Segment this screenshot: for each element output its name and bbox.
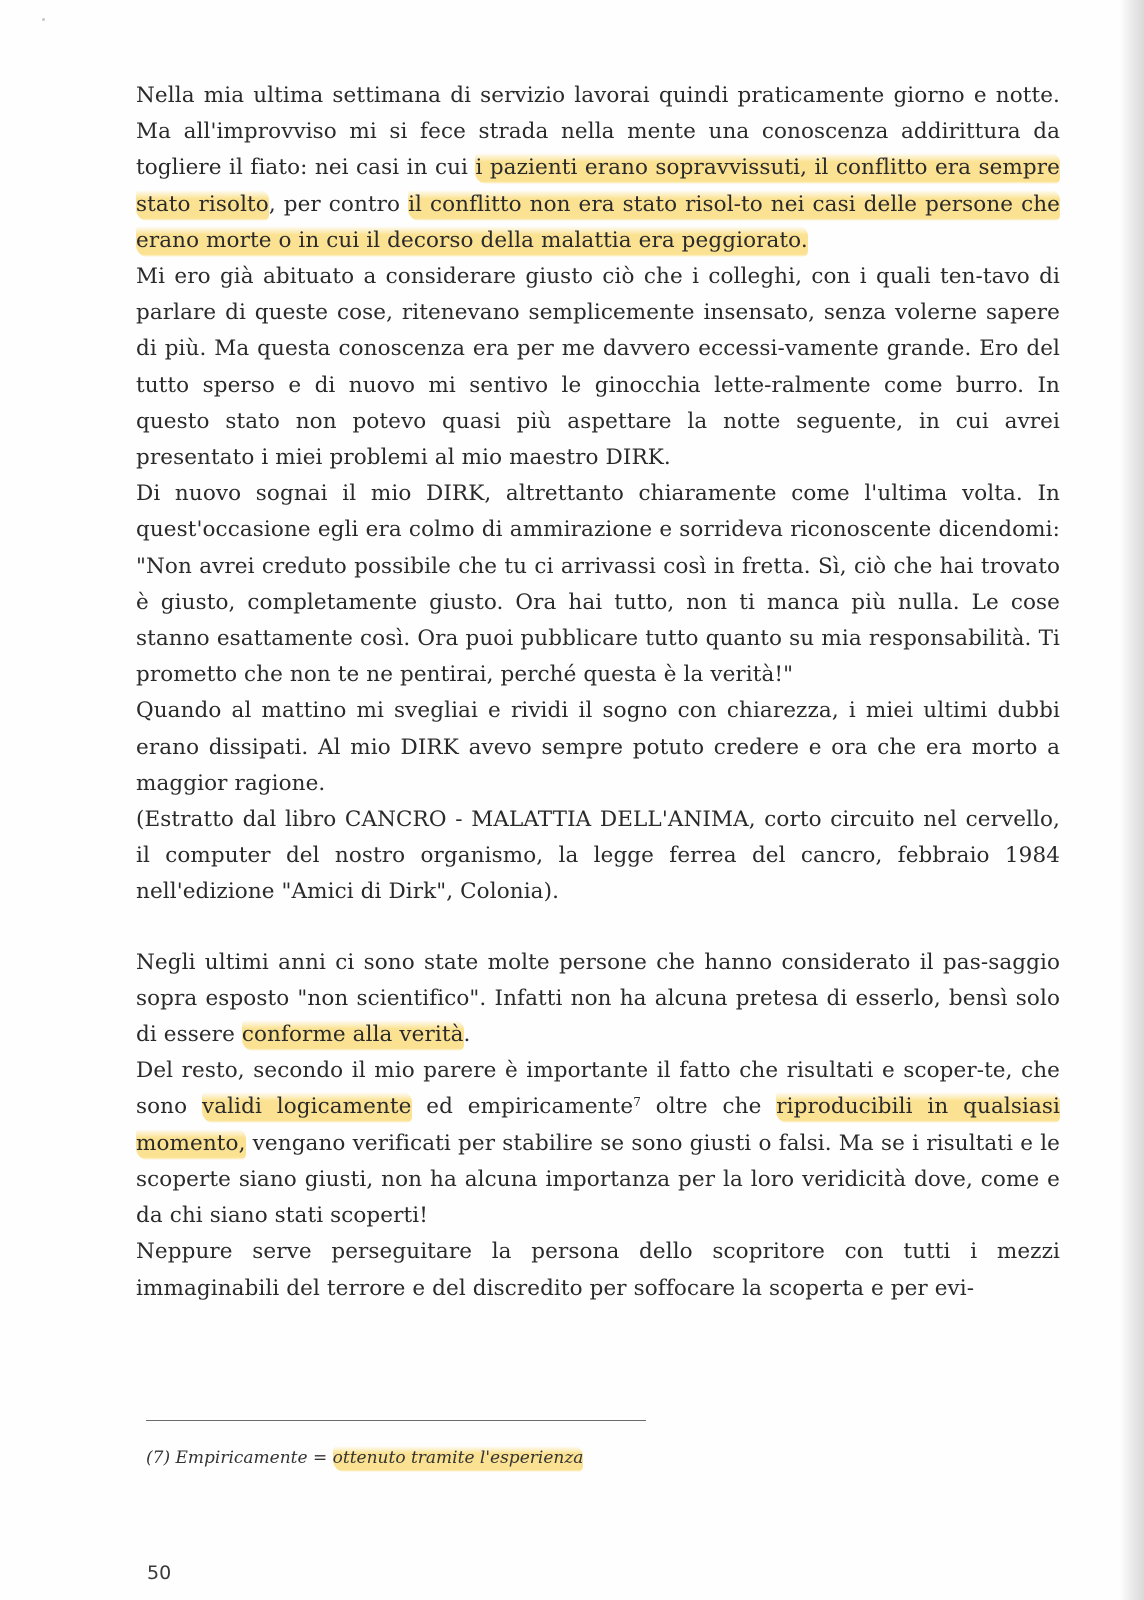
text-segment: Quando al mattino mi svegliai e rividi il sogno con chiarezza, i miei ultimi dubbi erano dissipati. Al mio DIRK avevo sempre potuto credere e ora che era morto a maggior ragione. — [136, 698, 1060, 796]
footnote-highlight: ottenuto tramite l'esperienza — [333, 1446, 584, 1472]
paragraph — [136, 1234, 1060, 1306]
paragraph — [136, 78, 1060, 259]
paragraph — [136, 945, 1060, 1054]
paragraph — [136, 259, 1060, 476]
paragraph — [136, 476, 1060, 693]
highlighted-text: i pazienti erano sopravvissuti, il conflitto era sempre stato risolto — [136, 153, 1060, 220]
footnote-label: (7) Empiricamente = — [146, 1448, 333, 1468]
page-edge-shadow — [1120, 0, 1144, 1600]
highlighted-text: riproducibili in qualsiasi momento, — [136, 1092, 1060, 1159]
text-segment: Di nuovo sognai il mio DIRK, altrettanto chiaramente come l'ultima volta. In quest'occasione egli era colmo di ammirazione e sorrideva riconoscente dicendomi: "Non avrei creduto possibile che tu ci arrivassi così in fretta. Sì, ciò che hai trovato è giusto, completamente giusto. Ora hai tutto, non ti manca più nulla. Le cose stanno esattamente così. Ora puoi pubblicare tutto quanto su mia responsabilità. Ti prometto che non te ne pentirai, perché questa è la verità!" — [136, 481, 1060, 688]
paragraph — [136, 802, 1060, 911]
highlighted-text: validi logicamente — [202, 1092, 412, 1123]
text-segment: vengano verificati per stabilire se sono giusti o falsi. Ma se i risultati e le scoperte siano giusti, non ha alcuna importanza per la loro veridicità dove, come e da chi siano stati scoperti! — [136, 1130, 1060, 1229]
text-segment: Neppure serve perseguitare la persona dello scopritore con tutti i mezzi immaginabili del terrore e del discredito per soffocare la scoperta e per evi- — [136, 1239, 1060, 1301]
highlighted-text: il conflitto non era stato risol-to nei casi delle persone che erano morte o in cui il decorso della malattia era peggiorato. — [136, 190, 1060, 257]
text-segment: Negli ultimi anni ci sono state molte persone che hanno considerato il pas-saggio sopra esposto "non scientifico". Infatti non ha alcuna pretesa di esserlo, bensì solo di essere — [136, 949, 1060, 1048]
text-segment: Nella mia ultima settimana di servizio lavorai quindi praticamente giorno e notte. Ma all'improvviso mi si fece strada nella mente una conoscenza addirittura da togliere il fiato: nei casi in cui — [136, 83, 1060, 181]
footnote-reference: 7 — [633, 1095, 641, 1110]
highlighted-text: conforme alla verità — [242, 1020, 464, 1051]
footnote-divider — [146, 1420, 646, 1421]
page-number: 50 — [147, 1562, 172, 1584]
text-segment: (Estratto dal libro CANCRO - MALATTIA DELL'ANIMA, corto circuito nel cervello, il computer del nostro organismo, la legge ferrea del cancro, febbraio 1984 nell'edizione "Amici di Dirk", Colonia). — [136, 807, 1060, 905]
paper-speck — [42, 18, 45, 21]
text-segment: Del resto, secondo il mio parere è importante il fatto che risultati e scoper-te, che sono — [136, 1058, 1060, 1120]
text-segment: oltre che — [640, 1094, 777, 1120]
text-segment: ed empiricamente — [411, 1094, 634, 1120]
footnote — [146, 1445, 583, 1471]
text-segment: Mi ero già abituato a considerare giusto ciò che i colleghi, con i quali ten-tavo di parlare di queste cose, ritenevano semplicemente insensato, senza volerne sapere di più. Ma questa conoscenza era per me davvero eccessi-vamente grande. Ero del tutto sperso e di nuovo mi sentivo le ginocchia lette-ralmente come burro. In questo stato non potevo quasi più aspettare la notte seguente, in cui avrei presentato i miei problemi al mio maestro DIRK. — [136, 264, 1060, 471]
body-text — [136, 78, 1060, 1307]
text-segment: . — [463, 1022, 471, 1048]
paragraph — [136, 693, 1060, 802]
paragraph — [136, 1053, 1060, 1234]
text-segment: , per contro — [268, 191, 409, 217]
